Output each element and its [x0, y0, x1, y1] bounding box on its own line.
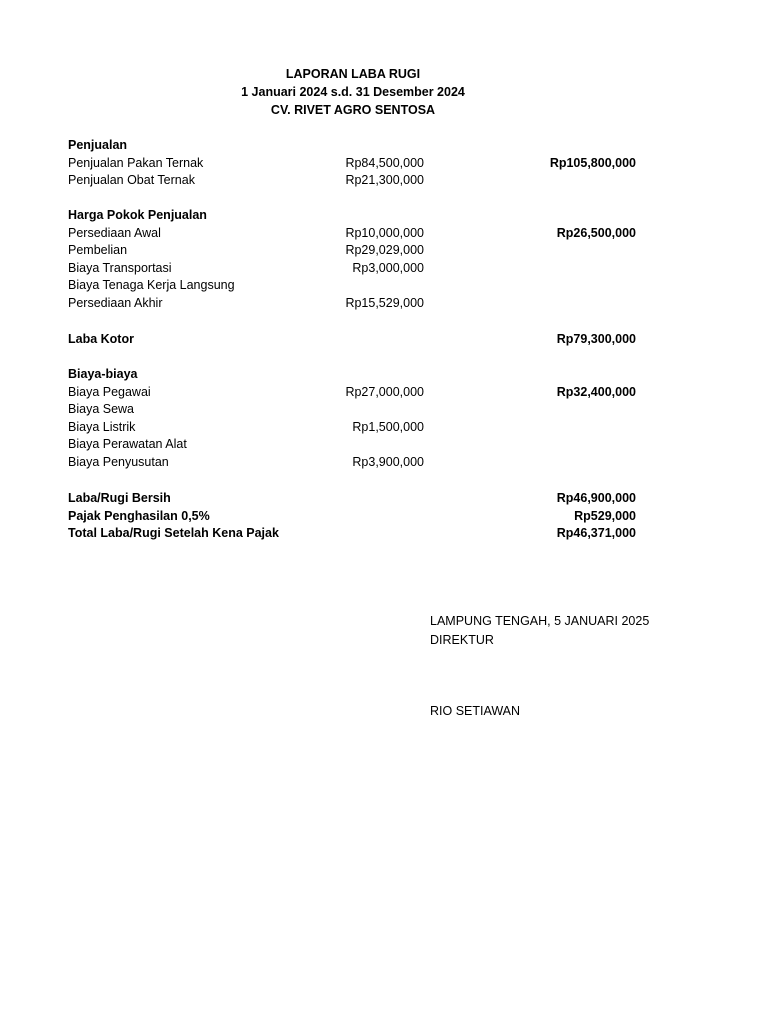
cogs-item-label: Persediaan Awal — [68, 226, 161, 240]
company-name: CV. RIVET AGRO SENTOSA — [270, 103, 436, 117]
after-tax-row — [68, 524, 638, 542]
sales-item-amount: Rp84,500,000 — [345, 156, 424, 170]
sales-item-label: Penjualan Obat Ternak — [68, 173, 195, 187]
signature-name: RIO SETIAWAN — [430, 704, 521, 718]
expenses-item-amount: Rp27,000,000 — [345, 385, 424, 399]
summary-total: Rp46,371,000 — [556, 526, 636, 540]
expenses-row — [68, 453, 638, 471]
cogs-item-amount: Rp29,029,000 — [345, 243, 424, 257]
report-title: LAPORAN LABA RUGI — [285, 67, 421, 81]
expenses-heading-row — [68, 365, 638, 383]
cogs-row — [68, 276, 638, 294]
expenses-item-label: Biaya Perawatan Alat — [68, 437, 187, 451]
gross-profit-total: Rp79,300,000 — [556, 332, 636, 346]
expenses-item-label: Biaya Listrik — [68, 420, 136, 434]
net-profit-row — [68, 489, 638, 507]
summary-label: Laba/Rugi Bersih — [68, 491, 171, 505]
cogs-item-label: Pembelian — [68, 243, 128, 257]
cogs-row — [68, 259, 638, 277]
sales-item-label: Penjualan Pakan Ternak — [68, 156, 204, 170]
expenses-item-label: Biaya Pegawai — [68, 385, 151, 399]
gross-profit-row — [68, 330, 638, 348]
sales-heading-row — [68, 136, 638, 154]
sales-total: Rp105,800,000 — [549, 156, 636, 170]
cogs-heading: Harga Pokok Penjualan — [68, 208, 207, 222]
summary-label: Pajak Penghasilan 0,5% — [68, 509, 210, 523]
expenses-item-label: Biaya Penyusutan — [68, 455, 169, 469]
cogs-item-label: Persediaan Akhir — [68, 296, 163, 310]
cogs-item-label: Biaya Tenaga Kerja Langsung — [68, 278, 235, 292]
cogs-row — [68, 241, 638, 259]
cogs-heading-row — [68, 206, 638, 224]
signature-place-date: LAMPUNG TENGAH, 5 JANUARI 2025 — [430, 614, 650, 628]
gross-profit-label: Laba Kotor — [68, 332, 134, 346]
cogs-row — [68, 224, 638, 242]
expenses-row — [68, 435, 638, 453]
cogs-item-amount: Rp3,000,000 — [352, 261, 424, 275]
expenses-row — [68, 418, 638, 436]
expenses-item-amount: Rp3,900,000 — [352, 455, 424, 469]
report-period: 1 Januari 2024 s.d. 31 Desember 2024 — [241, 85, 465, 99]
expenses-row — [68, 400, 638, 418]
expenses-item-amount: Rp1,500,000 — [352, 420, 424, 434]
expenses-heading: Biaya-biaya — [68, 367, 138, 381]
cogs-total: Rp26,500,000 — [556, 226, 636, 240]
sales-heading: Penjualan — [68, 138, 128, 152]
sales-row — [68, 154, 638, 172]
sales-row — [68, 171, 638, 189]
income-tax-row — [68, 507, 638, 525]
summary-label: Total Laba/Rugi Setelah Kena Pajak — [68, 526, 279, 540]
expenses-row — [68, 383, 638, 401]
cogs-item-amount: Rp10,000,000 — [345, 226, 424, 240]
expenses-total: Rp32,400,000 — [556, 385, 636, 399]
cogs-item-amount: Rp15,529,000 — [345, 296, 424, 310]
expenses-item-label: Biaya Sewa — [68, 402, 135, 416]
cogs-item-label: Biaya Transportasi — [68, 261, 172, 275]
summary-total: Rp529,000 — [574, 509, 636, 523]
sales-item-amount: Rp21,300,000 — [345, 173, 424, 187]
signature-position: DIREKTUR — [430, 633, 494, 647]
cogs-row — [68, 294, 638, 312]
summary-total: Rp46,900,000 — [556, 491, 636, 505]
